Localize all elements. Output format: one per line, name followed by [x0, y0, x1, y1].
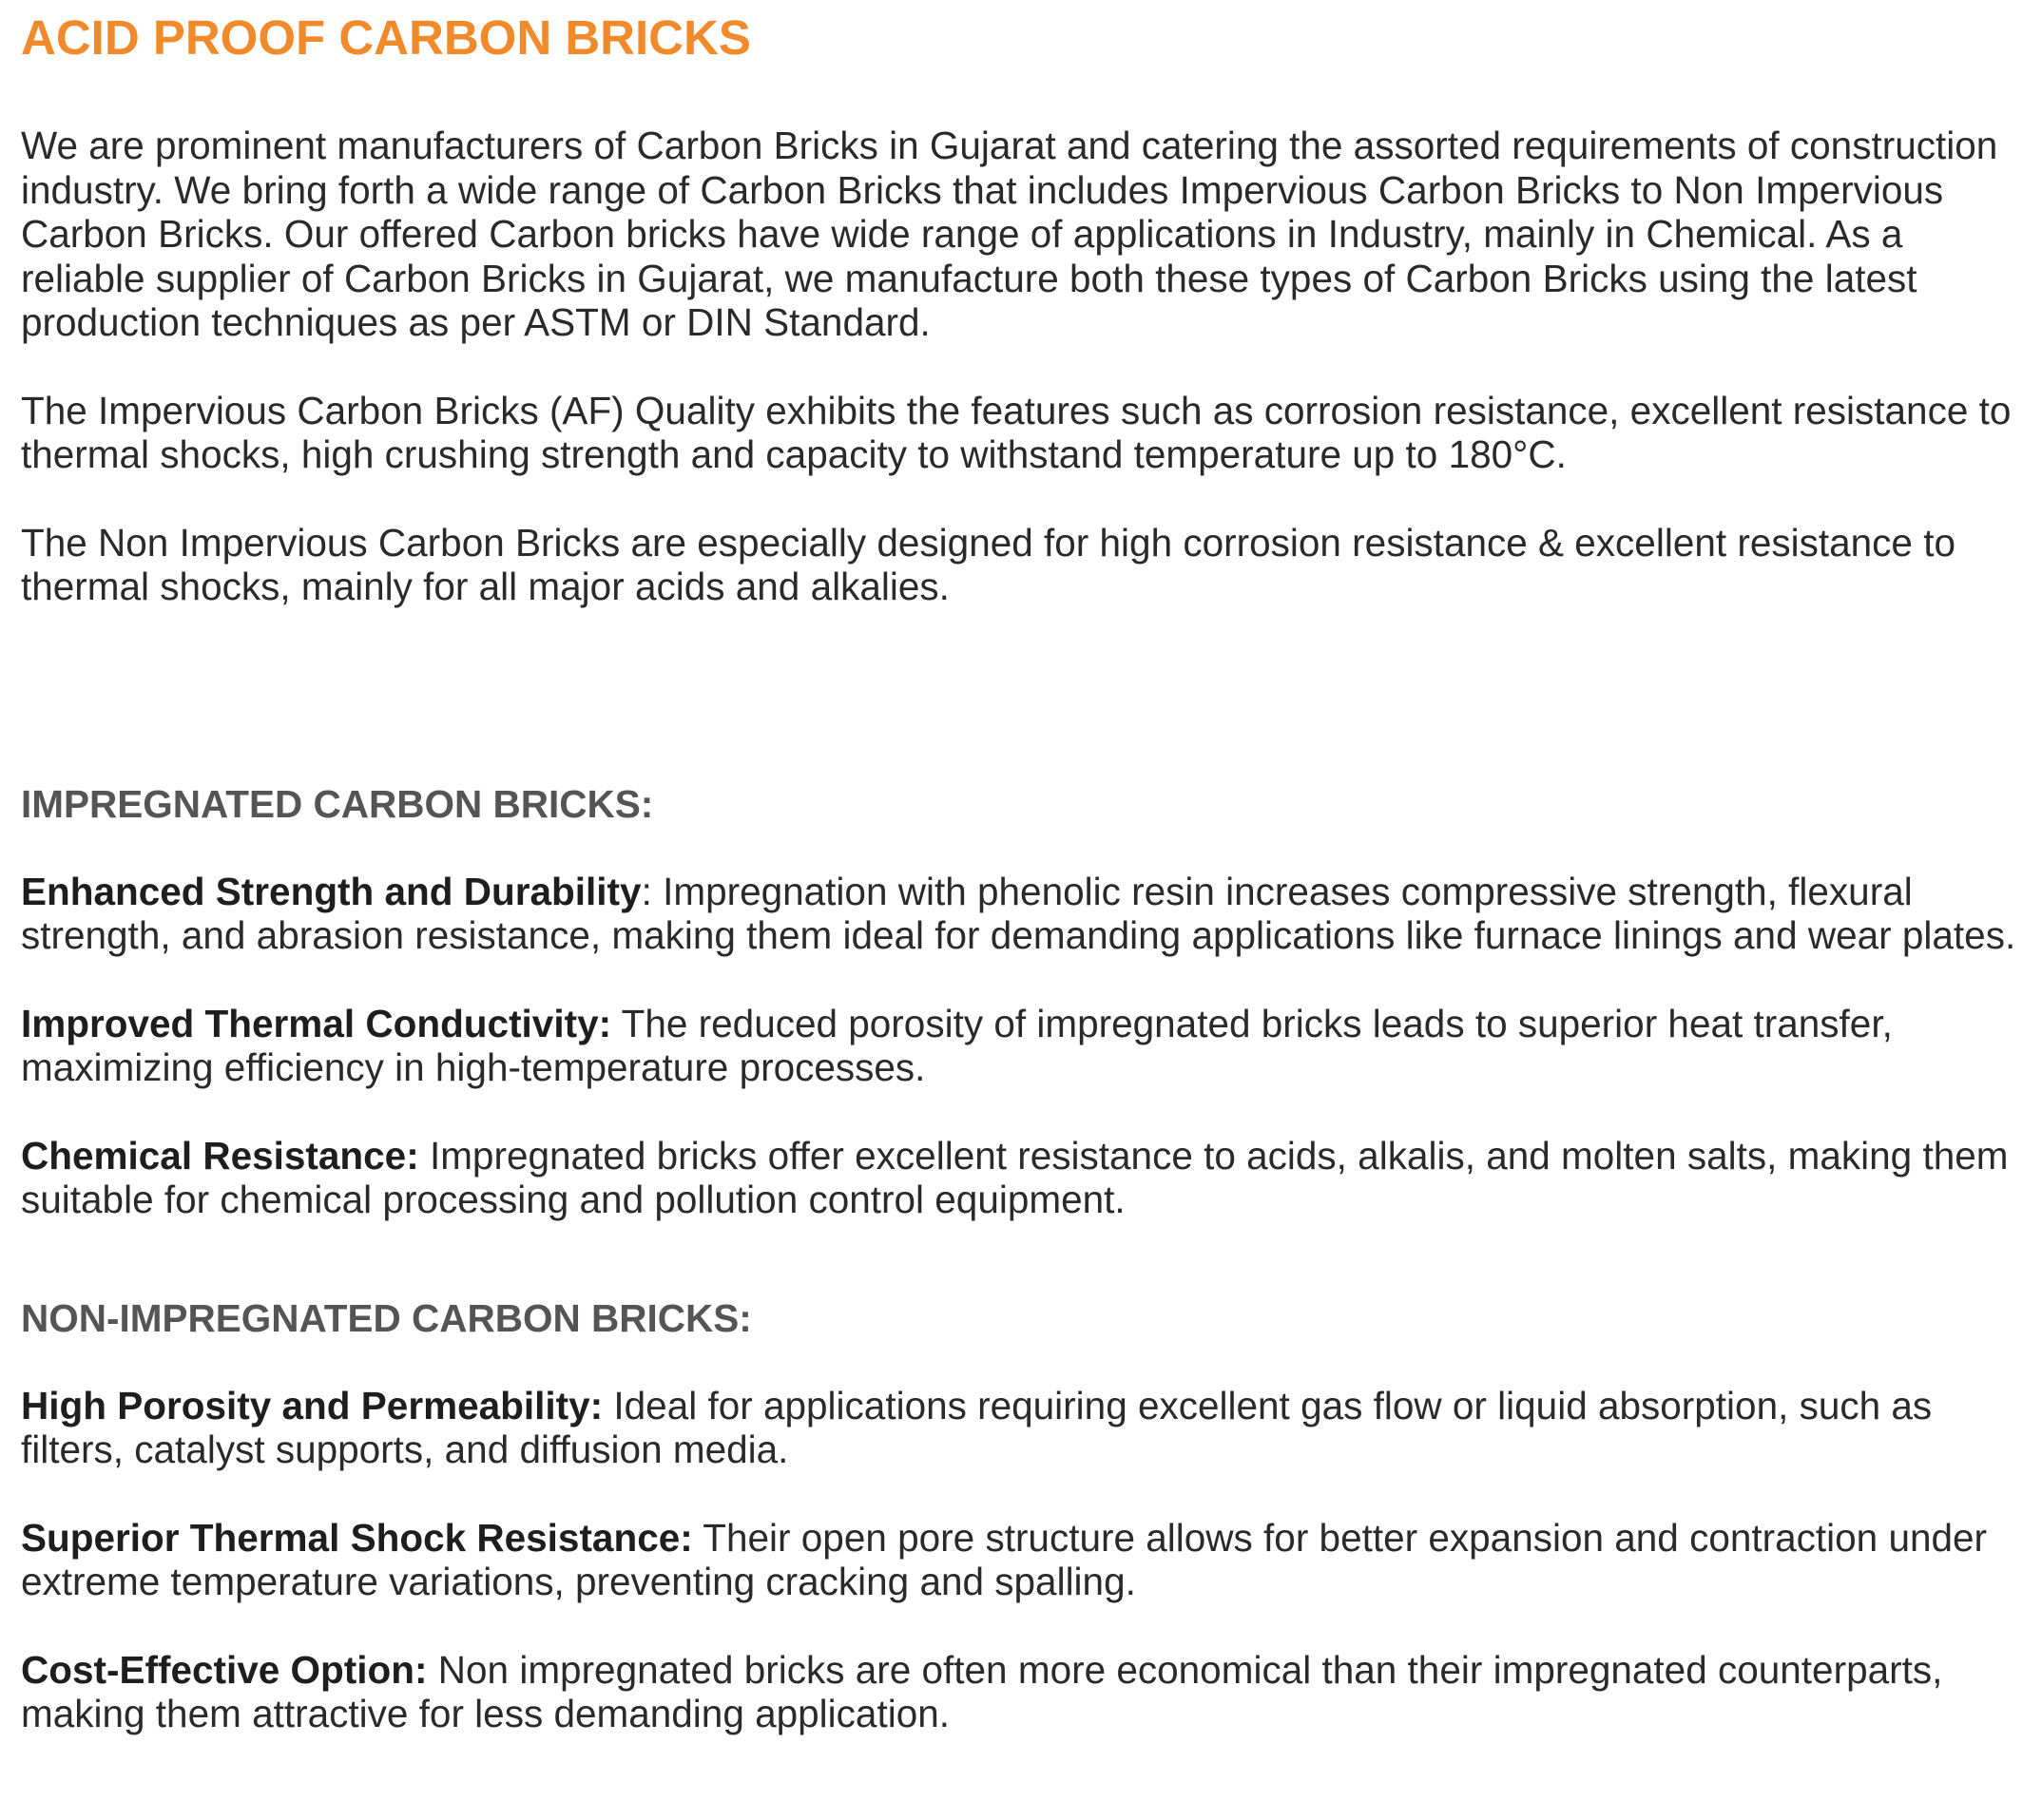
feature-text: Impregnated bricks offer excellent resistance to acids, alkalis, and molten salts, making them suitable for chemical processing and pollution control equipment.	[21, 1133, 2009, 1221]
feature-lead: Superior Thermal Shock Resistance:	[21, 1515, 693, 1560]
non-impregnated-heading: NON-IMPREGNATED CARBON BRICKS:	[21, 1295, 752, 1340]
feature-enhanced-strength	[21, 870, 2017, 958]
impregnated-heading: IMPREGNATED CARBON BRICKS:	[21, 781, 654, 826]
feature-lead: High Porosity and Permeability:	[21, 1383, 604, 1427]
feature-text: The reduced porosity of impregnated bricks leads to superior heat transfer, maximizing efficiency in high-temperature processes.	[21, 1001, 1893, 1089]
feature-text: : Impregnation with phenolic resin increases compressive strength, flexural strength, and abrasion resistance, making them ideal for demanding applications like furnace linings and wear plates.	[21, 869, 2016, 957]
feature-lead: Improved Thermal Conductivity:	[21, 1001, 612, 1045]
feature-thermal-conductivity	[21, 1002, 2017, 1090]
feature-lead: Cost-Effective Option:	[21, 1647, 428, 1692]
intro-paragraph-non-impervious: The Non Impervious Carbon Bricks are especially designed for high corrosion resistance & excellent resistance to thermal shocks, mainly for all major acids and alkalies.	[21, 520, 1955, 608]
feature-lead: Chemical Resistance:	[21, 1133, 419, 1178]
page-title: ACID PROOF CARBON BRICKS	[21, 10, 751, 65]
feature-text: Non impregnated bricks are often more economical than their impregnated counterparts, making them attractive for less demanding application.	[21, 1647, 1943, 1735]
feature-text: Their open pore structure allows for better expansion and contraction under extreme temperature variations, preventing cracking and spalling.	[21, 1515, 1988, 1603]
intro-paragraph-impervious: The Impervious Carbon Bricks (AF) Quality exhibits the features such as corrosion resistance, excellent resistance to thermal shocks, high crushing strength and capacity to withstand temperature up to 180°C.	[21, 388, 2012, 476]
feature-text: Ideal for applications requiring excellent gas flow or liquid absorption, such as filters, catalyst supports, and diffusion media.	[21, 1383, 1933, 1471]
feature-high-porosity	[21, 1384, 2017, 1472]
content-page	[21, 8, 2017, 1780]
intro-paragraph-manufacturers: We are prominent manufacturers of Carbon Bricks in Gujarat and catering the assorted requirements of construction industry. We bring forth a wide range of Carbon Bricks that includes Impervious Carbon Bricks to Non Impervious Carbon Bricks. Our offered Carbon bricks have wide range of applications in Industry, mainly in Chemical. As a reliable supplier of Carbon Bricks in Gujarat, we manufacture both these types of Carbon Bricks using the latest production techniques as per ASTM or DIN Standard.	[21, 124, 1998, 344]
feature-chemical-resistance	[21, 1134, 2017, 1222]
feature-lead: Enhanced Strength and Durability	[21, 869, 642, 913]
feature-cost-effective	[21, 1648, 2017, 1736]
feature-thermal-shock-resistance	[21, 1516, 2017, 1604]
